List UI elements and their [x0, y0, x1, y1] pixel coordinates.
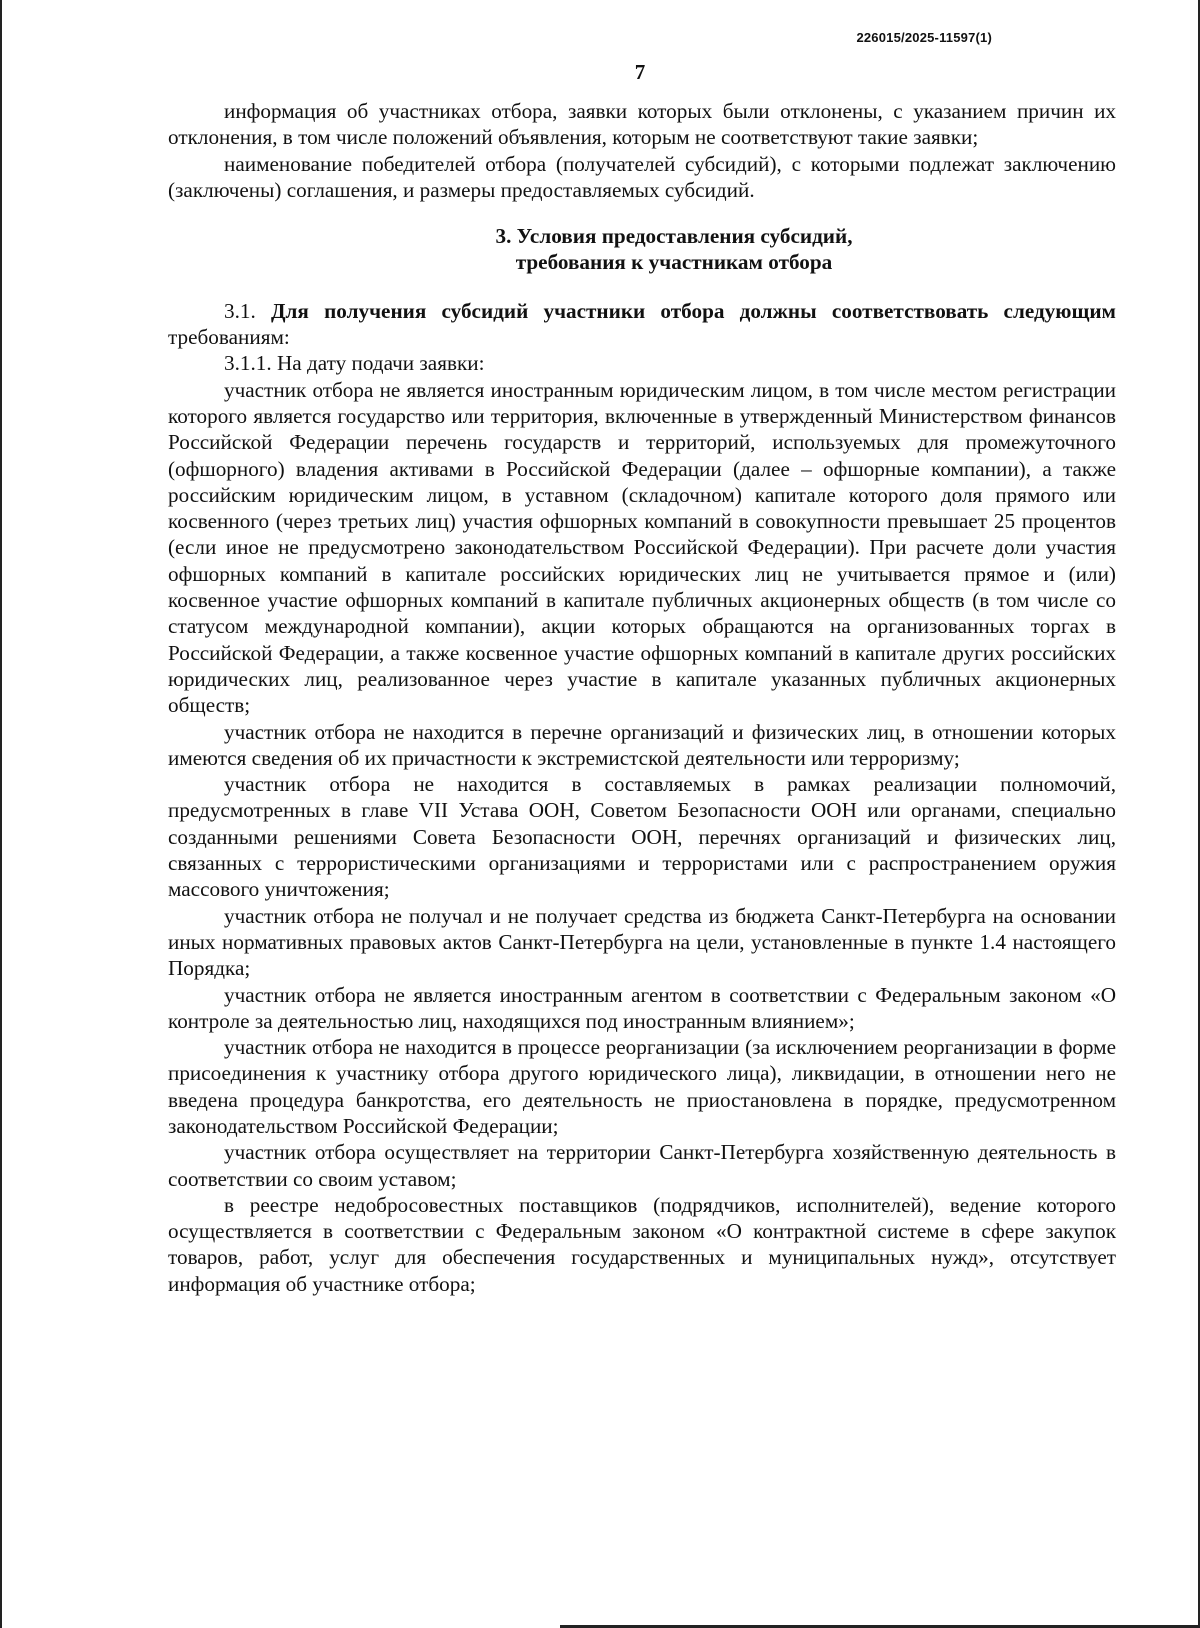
document-body [168, 98, 1116, 1297]
subsection-3-1-1: 3.1.1. На дату подачи заявки: [224, 351, 485, 376]
requirement-extremism: участник отбора не находится в перечне организаций и физических лиц, в отношении которых имеются сведения об их причастности к экстремистской деятельности или терроризму; [168, 719, 1116, 770]
requirement-budget-funds: участник отбора не получал и не получает средства из бюджета Санкт-Петербурга на основании иных нормативных правовых актов Санкт-Петербурга на цели, установленные в пункте 1.4 настоящего Порядка; [168, 903, 1116, 981]
section-title [168, 223, 1116, 276]
requirement-unfair-suppliers: в реестре недобросовестных поставщиков (подрядчиков, исполнителей), ведение которого осуществляется в соответствии с Федеральным законом «О контрактной системе в сфере закупок товаров, работ, услуг для обеспечения государственных и муниципальных нужд», отсутствует информация об участнике отбора; [168, 1192, 1116, 1296]
requirement-un-lists: участник отбора не находится в составляемых в рамках реализации полномочий, предусмотренных в главе VII Устава ООН, Советом Безопасности ООН или органами, специально созданными решениями Совета Безопасности ООН, перечнях организаций и физических лиц, связанных с террористическими организациями и террористами или с распространением оружия массового уничтожения; [168, 772, 1116, 902]
paragraph-winners: наименование победителей отбора (получателей субсидий), с которыми подлежат заключению (заключены) соглашения, и размеры предоставляемых субсидий. [168, 151, 1116, 202]
requirement-reorganization: участник отбора не находится в процессе реорганизации (за исключением реорганизации в форме присоединения к участнику отбора другого юридического лица), ликвидации, в отношении него не введена процедура банкротства, его деятельность не приостановлена в порядке, предусмотренном законодательством Российской Федерации; [168, 1035, 1116, 1138]
subsection-3-1-number: 3.1. [224, 298, 256, 323]
requirement-foreign-agent: участник отбора не является иностранным агентом в соответствии с Федеральным законом «О контроле за деятельностью лиц, находящихся под иностранным влиянием»; [168, 982, 1116, 1033]
document-number: 226015/2025-11597(1) [856, 30, 992, 45]
subsection-3-1 [168, 298, 1116, 351]
requirement-offshore: участник отбора не является иностранным юридическим лицом, в том числе местом регистрации которого является государство или территория, включенные в утвержденный Министерством финансов Российской Федерации перечень государств и территорий, используемых для промежуточного (офшорного) владения активами в Российской Федерации (далее – офшорные компании), а также российским юридическим лицом, в уставном (складочном) капитале которого доля прямого или косвенного (через третьих лиц) участия офшорных компаний в совокупности превышает 25 процентов (если иное не предусмотрено законодательством Российской Федерации). При расчете доли участия офшорных компаний в капитале российских юридических лиц не учитывается прямое и (или) косвенное участие офшорных компаний в капитале публичных акционерных обществ (в том числе со статусом международной компании), акции которых обращаются на организованных торгах в Российской Федерации, а также косвенное участие офшорных компаний в капитале других российских юридических лиц, реализованное через участие в капитале указанных публичных акционерных обществ; [168, 377, 1116, 718]
section-title-line2: требования к участникам отбора [515, 250, 833, 275]
paragraph-rejected-participants: информация об участниках отбора, заявки которых были отклонены, с указанием причин их отклонения, в том числе положений объявления, которым не соответствуют такие заявки; [168, 99, 1116, 150]
page-number: 7 [634, 60, 646, 84]
section-title-line1: 3. Условия предоставления субсидий, [495, 224, 853, 249]
scan-edge-left [0, 0, 2, 1628]
subsection-3-1-rest: требованиям: [168, 325, 290, 350]
requirement-activity: участник отбора осуществляет на территории Санкт-Петербурга хозяйственную деятельность в соответствии со своим уставом; [168, 1140, 1116, 1191]
subsection-3-1-text: Для получения субсидий участники отбора должны соответствовать следующим [270, 298, 1116, 323]
